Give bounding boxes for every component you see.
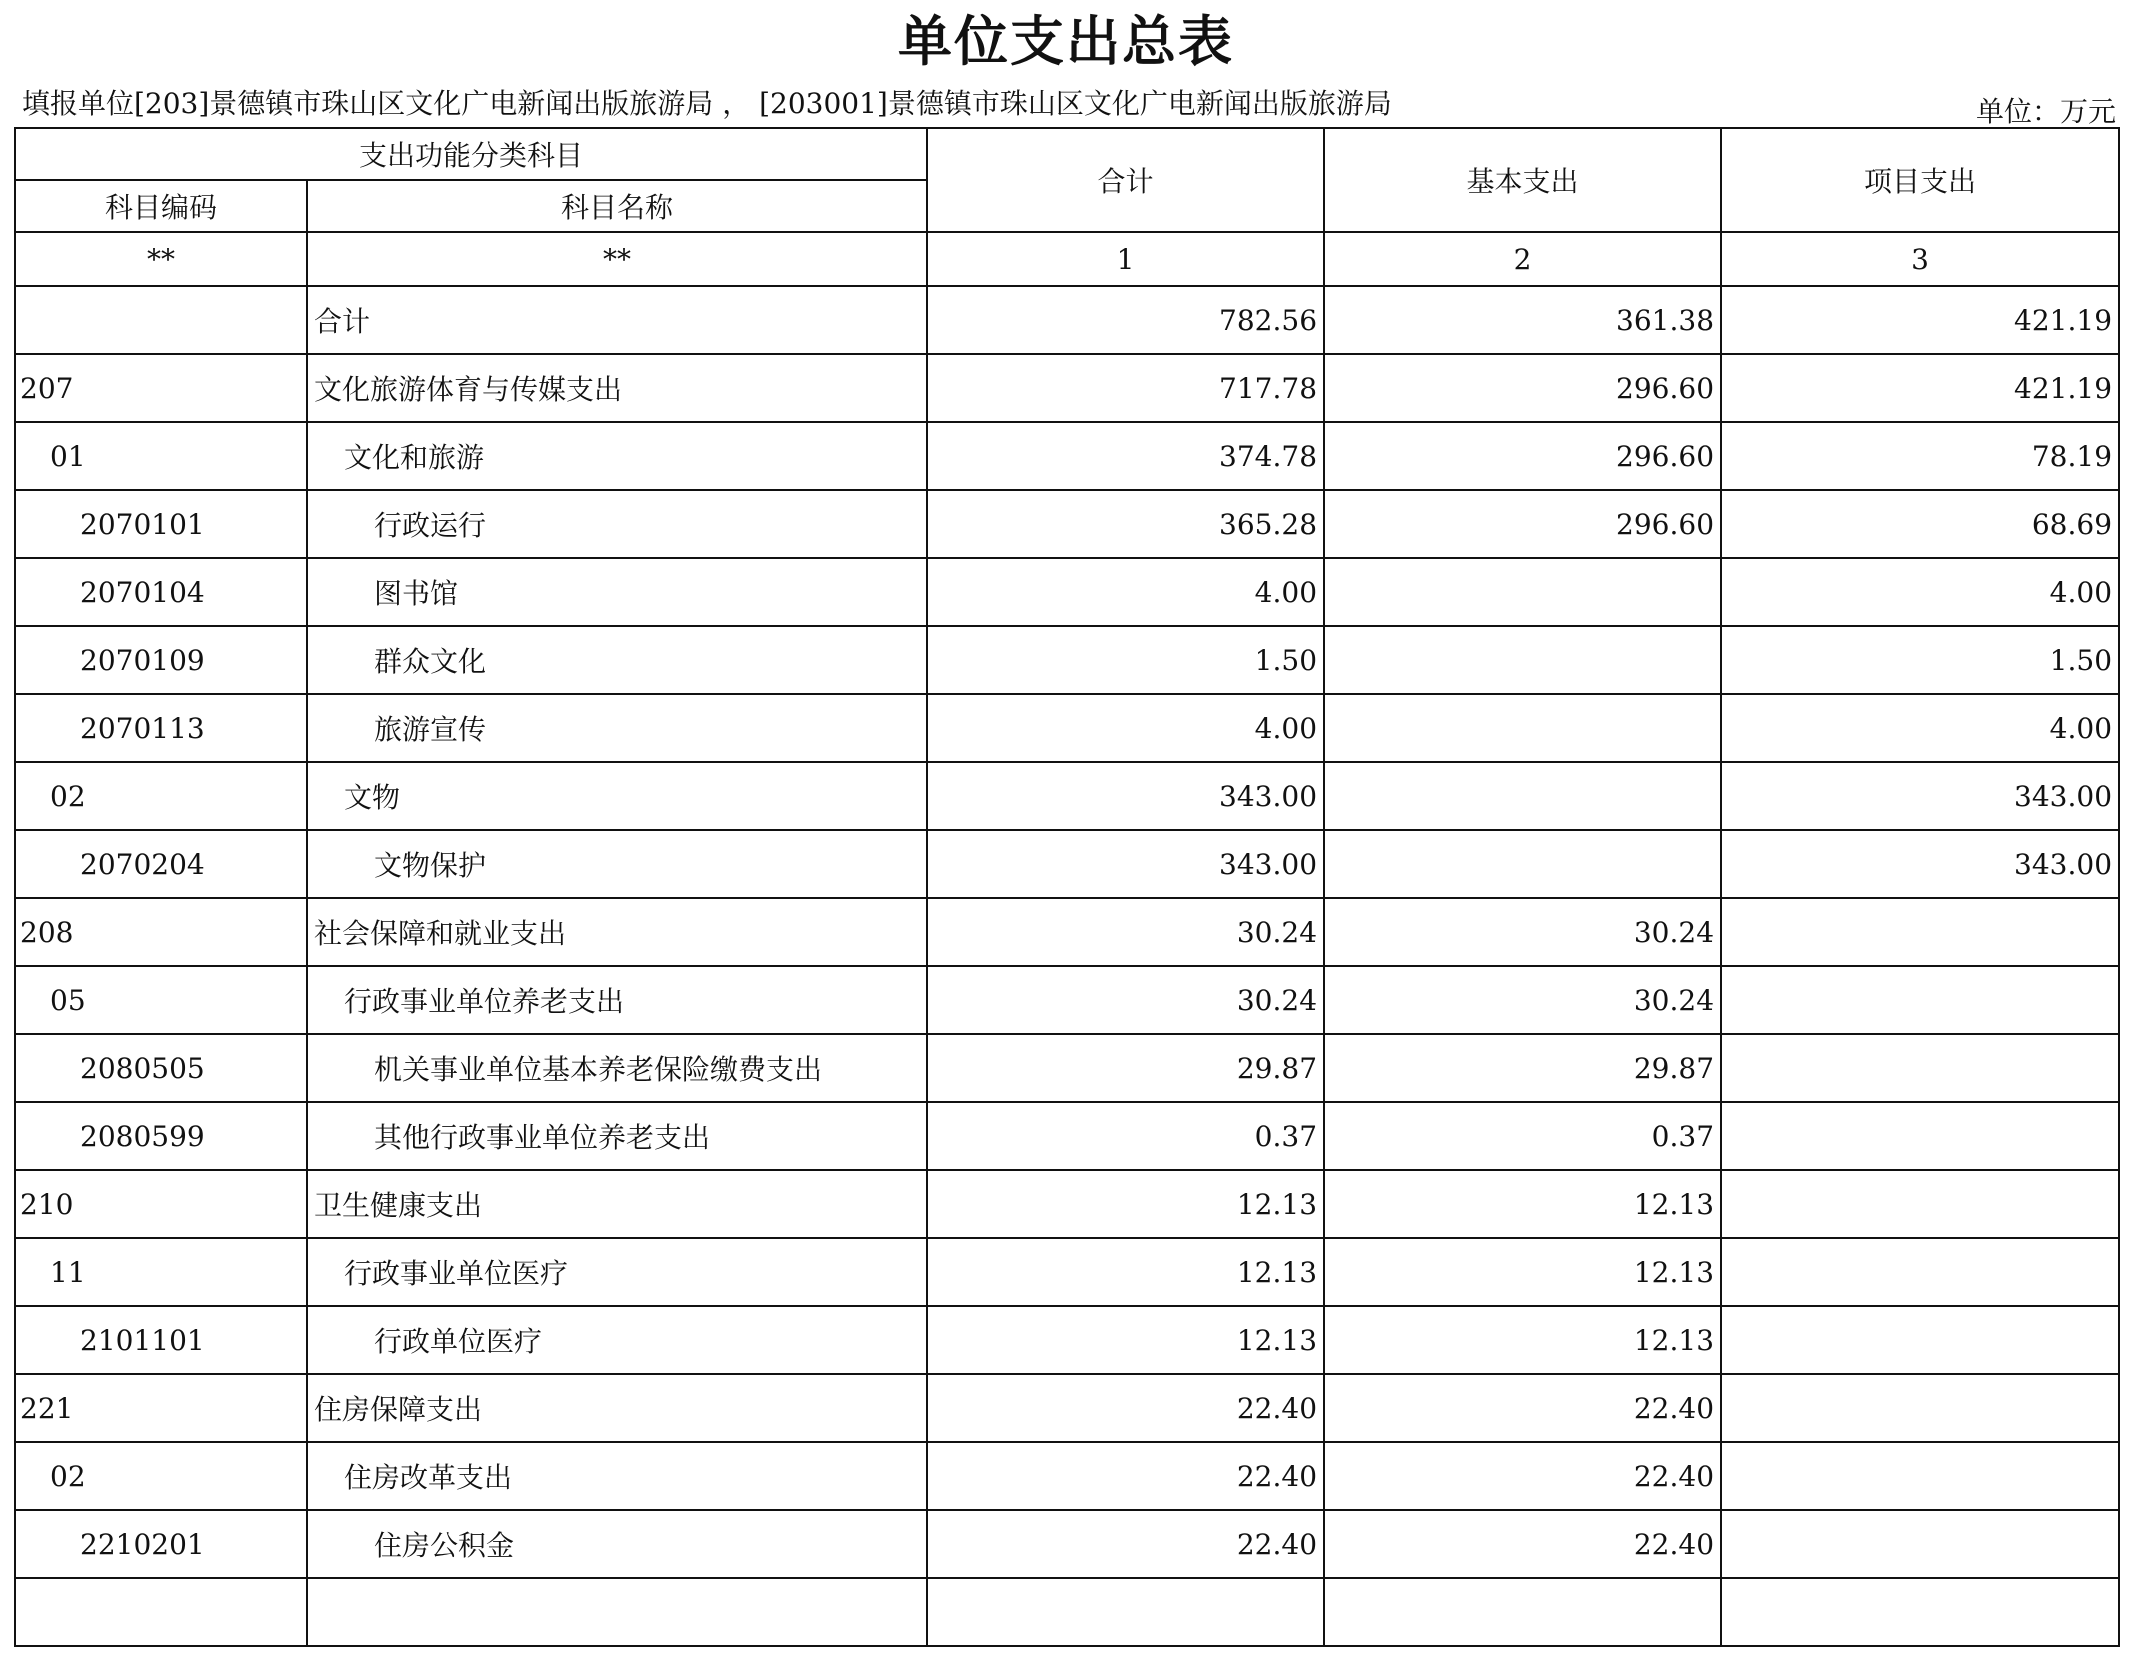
cell-project-expenditure	[1721, 1578, 2119, 1646]
cell-total: 343.00	[927, 762, 1324, 830]
table-row	[15, 1238, 2119, 1306]
cell-project-expenditure	[1721, 1170, 2119, 1238]
reporting-unit: 填报单位[203]景德镇市珠山区文化广电新闻出版旅游局 ， [203001]景德镇市珠山区文化广电新闻出版旅游局	[22, 87, 1392, 120]
cell-project-expenditure: 421.19	[1721, 354, 2119, 422]
cell-subject-name: 行政运行	[307, 490, 927, 558]
table-row	[15, 1578, 2119, 1646]
cell-subject-name: 行政事业单位医疗	[307, 1238, 927, 1306]
table-row	[15, 626, 2119, 694]
cell-total: 22.40	[927, 1442, 1324, 1510]
cell-total: 782.56	[927, 286, 1324, 354]
cell-basic-expenditure: 29.87	[1324, 1034, 1721, 1102]
cell-project-expenditure: 343.00	[1721, 830, 2119, 898]
cell-basic-expenditure: 22.40	[1324, 1374, 1721, 1442]
table-row	[15, 558, 2119, 626]
cell-subject-code: 2070109	[15, 626, 307, 694]
cell-subject-name: 文物	[307, 762, 927, 830]
cell-total: 717.78	[927, 354, 1324, 422]
table-row	[15, 694, 2119, 762]
header-total: 合计	[927, 128, 1324, 232]
cell-total: 343.00	[927, 830, 1324, 898]
table-row	[15, 1170, 2119, 1238]
table-row	[15, 830, 2119, 898]
table-row	[15, 1510, 2119, 1578]
table-row	[15, 1442, 2119, 1510]
table-row	[15, 1374, 2119, 1442]
cell-subject-name	[307, 1578, 927, 1646]
cell-subject-name: 行政单位医疗	[307, 1306, 927, 1374]
cell-subject-code: 01	[15, 422, 307, 490]
cell-subject-name: 合计	[307, 286, 927, 354]
cell-basic-expenditure: 361.38	[1324, 286, 1721, 354]
index-total: 1	[927, 232, 1324, 286]
cell-project-expenditure: 343.00	[1721, 762, 2119, 830]
cell-total: 1.50	[927, 626, 1324, 694]
cell-total: 22.40	[927, 1374, 1324, 1442]
cell-basic-expenditure: 0.37	[1324, 1102, 1721, 1170]
cell-subject-code: 2070104	[15, 558, 307, 626]
cell-basic-expenditure	[1324, 830, 1721, 898]
cell-basic-expenditure	[1324, 626, 1721, 694]
cell-subject-name: 旅游宣传	[307, 694, 927, 762]
table-row	[15, 762, 2119, 830]
cell-total: 4.00	[927, 694, 1324, 762]
cell-total: 12.13	[927, 1238, 1324, 1306]
cell-subject-name: 群众文化	[307, 626, 927, 694]
cell-project-expenditure: 4.00	[1721, 694, 2119, 762]
cell-project-expenditure	[1721, 1034, 2119, 1102]
header-function-category: 支出功能分类科目	[15, 128, 927, 180]
header-index-row	[15, 232, 2119, 286]
cell-total: 30.24	[927, 898, 1324, 966]
cell-subject-code: 207	[15, 354, 307, 422]
cell-subject-name: 其他行政事业单位养老支出	[307, 1102, 927, 1170]
cell-basic-expenditure	[1324, 558, 1721, 626]
table-row	[15, 354, 2119, 422]
table-row	[15, 422, 2119, 490]
cell-project-expenditure	[1721, 1510, 2119, 1578]
table-row	[15, 898, 2119, 966]
cell-total: 12.13	[927, 1170, 1324, 1238]
cell-project-expenditure: 4.00	[1721, 558, 2119, 626]
cell-project-expenditure	[1721, 1102, 2119, 1170]
index-code: **	[15, 232, 307, 286]
cell-subject-name: 住房保障支出	[307, 1374, 927, 1442]
cell-total: 12.13	[927, 1306, 1324, 1374]
cell-basic-expenditure: 12.13	[1324, 1170, 1721, 1238]
cell-subject-name: 机关事业单位基本养老保险缴费支出	[307, 1034, 927, 1102]
cell-total: 4.00	[927, 558, 1324, 626]
cell-subject-code: 208	[15, 898, 307, 966]
table-row	[15, 966, 2119, 1034]
cell-subject-code: 2210201	[15, 1510, 307, 1578]
table-row	[15, 490, 2119, 558]
cell-subject-name: 文物保护	[307, 830, 927, 898]
header-project-expenditure: 项目支出	[1721, 128, 2119, 232]
table-row	[15, 1306, 2119, 1374]
header-basic-expenditure: 基本支出	[1324, 128, 1721, 232]
cell-subject-name: 文化和旅游	[307, 422, 927, 490]
cell-basic-expenditure: 12.13	[1324, 1238, 1721, 1306]
table-row	[15, 1102, 2119, 1170]
cell-subject-code	[15, 286, 307, 354]
cell-subject-code: 2070101	[15, 490, 307, 558]
cell-total: 22.40	[927, 1510, 1324, 1578]
unit-label: 单位：万元	[1975, 95, 2116, 128]
table-row	[15, 1034, 2119, 1102]
table-row	[15, 286, 2119, 354]
header-row-1	[15, 128, 2119, 180]
cell-subject-name: 住房改革支出	[307, 1442, 927, 1510]
cell-subject-name: 图书馆	[307, 558, 927, 626]
cell-total: 29.87	[927, 1034, 1324, 1102]
cell-subject-code: 2070204	[15, 830, 307, 898]
expenditure-table	[14, 127, 2120, 1647]
cell-basic-expenditure	[1324, 1578, 1721, 1646]
header-subject-name: 科目名称	[307, 180, 927, 232]
cell-subject-name: 文化旅游体育与传媒支出	[307, 354, 927, 422]
cell-project-expenditure	[1721, 1306, 2119, 1374]
cell-project-expenditure: 68.69	[1721, 490, 2119, 558]
cell-basic-expenditure: 22.40	[1324, 1510, 1721, 1578]
cell-basic-expenditure: 12.13	[1324, 1306, 1721, 1374]
cell-project-expenditure	[1721, 1442, 2119, 1510]
cell-subject-name: 社会保障和就业支出	[307, 898, 927, 966]
cell-subject-code: 2080505	[15, 1034, 307, 1102]
header-subject-code: 科目编码	[15, 180, 307, 232]
cell-basic-expenditure: 296.60	[1324, 490, 1721, 558]
cell-total: 30.24	[927, 966, 1324, 1034]
cell-basic-expenditure: 30.24	[1324, 966, 1721, 1034]
cell-basic-expenditure: 296.60	[1324, 422, 1721, 490]
cell-subject-name: 行政事业单位养老支出	[307, 966, 927, 1034]
cell-total: 0.37	[927, 1102, 1324, 1170]
cell-basic-expenditure: 30.24	[1324, 898, 1721, 966]
cell-subject-code: 05	[15, 966, 307, 1034]
cell-total: 374.78	[927, 422, 1324, 490]
cell-total: 365.28	[927, 490, 1324, 558]
cell-subject-code: 2101101	[15, 1306, 307, 1374]
cell-subject-code: 11	[15, 1238, 307, 1306]
index-basic: 2	[1324, 232, 1721, 286]
cell-subject-code: 02	[15, 1442, 307, 1510]
cell-subject-code	[15, 1578, 307, 1646]
cell-project-expenditure	[1721, 966, 2119, 1034]
cell-project-expenditure: 1.50	[1721, 626, 2119, 694]
cell-subject-code: 02	[15, 762, 307, 830]
cell-project-expenditure	[1721, 1374, 2119, 1442]
cell-basic-expenditure: 22.40	[1324, 1442, 1721, 1510]
index-name: **	[307, 232, 927, 286]
cell-total	[927, 1578, 1324, 1646]
cell-project-expenditure	[1721, 1238, 2119, 1306]
page-title: 单位支出总表	[898, 10, 1234, 73]
cell-subject-code: 210	[15, 1170, 307, 1238]
cell-subject-code: 2080599	[15, 1102, 307, 1170]
cell-project-expenditure: 421.19	[1721, 286, 2119, 354]
cell-subject-name: 住房公积金	[307, 1510, 927, 1578]
cell-basic-expenditure	[1324, 694, 1721, 762]
cell-project-expenditure	[1721, 898, 2119, 966]
index-project: 3	[1721, 232, 2119, 286]
cell-subject-name: 卫生健康支出	[307, 1170, 927, 1238]
cell-basic-expenditure: 296.60	[1324, 354, 1721, 422]
cell-subject-code: 221	[15, 1374, 307, 1442]
cell-subject-code: 2070113	[15, 694, 307, 762]
cell-basic-expenditure	[1324, 762, 1721, 830]
cell-project-expenditure: 78.19	[1721, 422, 2119, 490]
